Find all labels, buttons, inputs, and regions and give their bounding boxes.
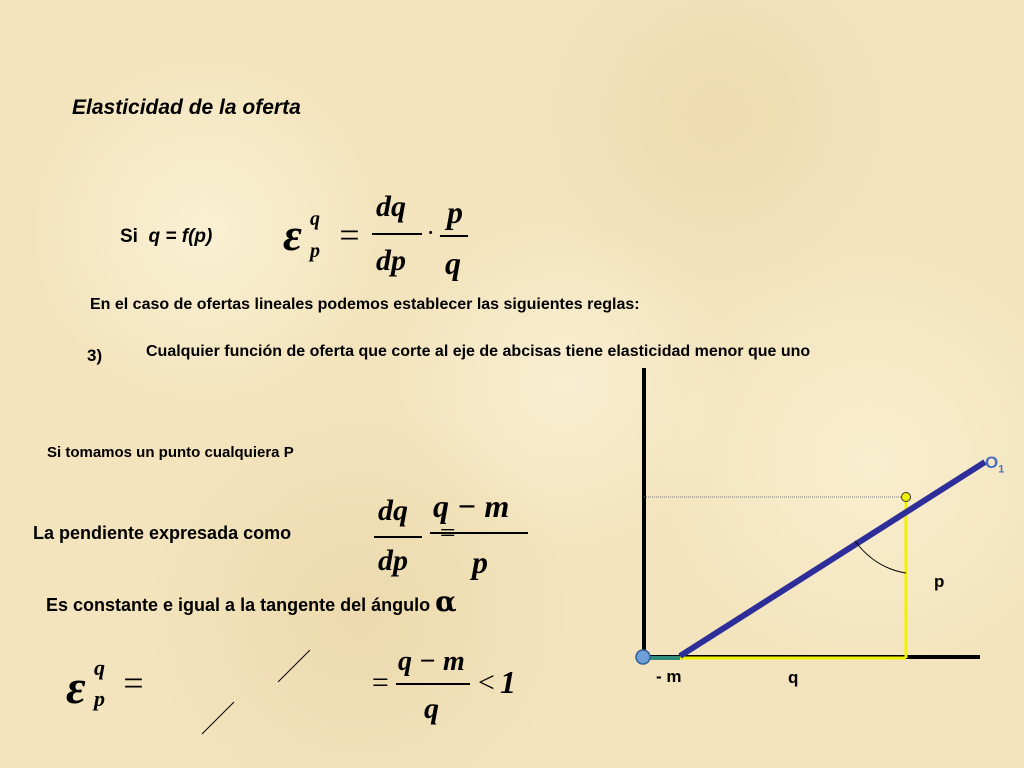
rule-text: Cualquier función de oferta que corte al eje de abcisas tiene elasticidad menor que uno [146,343,811,360]
one-value: 1 [500,664,516,700]
equals-sign: = [337,215,362,255]
header-faint-text: Análisis Económico [52,50,139,61]
equals-sign: = [370,666,391,699]
q-axis-label: q [788,668,799,687]
o1-label-letter: O [985,453,999,472]
negative-m-label: - m [656,667,682,686]
alpha-angle-arc [855,541,906,573]
constant-text-body: Es constante e igual a la tangente del ángulo [46,595,436,615]
epsilon-subscript: p [310,240,320,262]
equals-sign: = [121,663,146,703]
o1-label [985,453,1004,475]
o1-label-subscript: 1 [998,463,1005,476]
denominator-q: q [445,245,461,281]
epsilon-symbol: ε [283,209,302,260]
function-definition: q = f(p) [148,226,213,247]
epsilon-superscript: q [94,655,105,680]
epsilon-subscript: p [94,686,105,711]
less-than-sign: < [476,666,497,699]
epsilon-symbol: ε [66,661,86,714]
rule-number: 3) [87,346,103,365]
si-prefix: Si [120,226,138,247]
numerator-q-minus-m: q − m [433,488,510,524]
supply-line [680,462,985,656]
rules-intro: En el caso de ofertas lineales podemos establecer las siguientes reglas: [90,296,640,313]
denominator-dp: dp [376,244,406,277]
alpha-symbol: α [435,585,457,618]
numerator-dq: dq [376,190,406,223]
numerator-p: p [447,194,463,230]
p-axis-label: p [934,572,945,591]
denominator-p: p [472,544,488,580]
point-letter: P [283,444,294,461]
denominator-dp: dp [378,544,408,577]
point-p-marker [902,493,911,502]
denominator-q: q [424,692,439,725]
epsilon-superscript: q [310,208,320,230]
multiply-dot: · [427,218,434,247]
numerator-q-minus-m: q − m [398,646,465,677]
point-text-prefix: Si tomamos un punto cualquiera [47,444,284,461]
slope-text: La pendiente expresada como [33,523,292,543]
numerator-dq: dq [378,494,408,527]
origin-marker [636,650,650,664]
slide-title: Elasticidad de la oferta [72,96,301,119]
